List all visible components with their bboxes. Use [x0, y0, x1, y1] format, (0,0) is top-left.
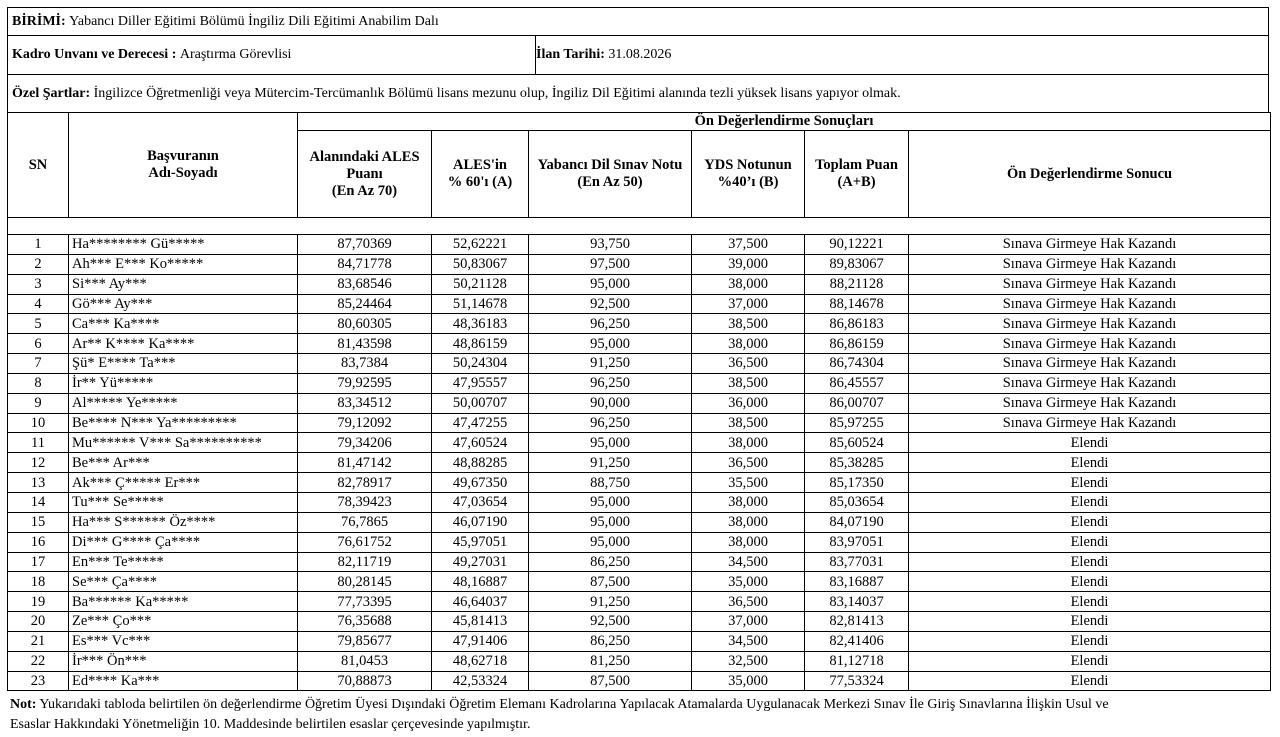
cell-result: Sınava Girmeye Hak Kazandı — [909, 235, 1271, 255]
cell-ales-60: 47,03654 — [432, 492, 529, 512]
cell-yds-40: 36,500 — [692, 592, 805, 612]
table-body — [8, 218, 1271, 691]
cell-sn: 11 — [8, 433, 69, 453]
cell-foreign-language: 91,250 — [529, 453, 692, 473]
cell-foreign-language: 93,750 — [529, 235, 692, 255]
cell-total: 86,86159 — [805, 334, 909, 354]
cell-ales: 78,39423 — [298, 492, 432, 512]
cell-ales: 76,35688 — [298, 612, 432, 632]
col-header-sn: SN — [8, 113, 69, 218]
cell-yds-40: 38,000 — [692, 512, 805, 532]
evaluation-table — [7, 112, 1271, 691]
cell-foreign-language: 95,000 — [529, 532, 692, 552]
cell-yds-40: 34,500 — [692, 631, 805, 651]
footnote-text-2: Esaslar Hakkındaki Yönetmeliğin 10. Maddesinde belirtilen esaslar çerçevesinde yapılmıştır. — [10, 717, 531, 732]
table-row — [8, 413, 1271, 433]
cell-foreign-language: 86,250 — [529, 631, 692, 651]
unit-row — [7, 7, 1269, 36]
cell-result: Elendi — [909, 433, 1271, 453]
table-row — [8, 671, 1271, 691]
cell-sn: 15 — [8, 512, 69, 532]
cell-sn: 17 — [8, 552, 69, 572]
cell-result: Sınava Girmeye Hak Kazandı — [909, 373, 1271, 393]
cell-ales-60: 51,14678 — [432, 294, 529, 314]
cell-foreign-language: 90,000 — [529, 393, 692, 413]
cell-foreign-language: 96,250 — [529, 413, 692, 433]
cell-total: 83,14037 — [805, 592, 909, 612]
cell-sn: 13 — [8, 473, 69, 493]
cell-ales-60: 50,83067 — [432, 254, 529, 274]
cell-yds-40: 37,000 — [692, 612, 805, 632]
table-row — [8, 373, 1271, 393]
cell-name: Di*** G**** Ça**** — [69, 532, 298, 552]
cell-name: Es*** Vc*** — [69, 631, 298, 651]
cell-yds-40: 32,500 — [692, 651, 805, 671]
cell-name: Si*** Ay*** — [69, 274, 298, 294]
cell-sn: 23 — [8, 671, 69, 691]
cell-ales-60: 50,24304 — [432, 354, 529, 374]
table-row — [8, 631, 1271, 651]
cell-result: Sınava Girmeye Hak Kazandı — [909, 294, 1271, 314]
cell-total: 84,07190 — [805, 512, 909, 532]
unit-value: Yabancı Diller Eğitimi Bölümü İngiliz Dili Eğitimi Anabilim Dalı — [69, 13, 439, 29]
cell-yds-40: 36,000 — [692, 393, 805, 413]
cell-foreign-language: 87,500 — [529, 671, 692, 691]
col-group-header: Ön Değerlendirme Sonuçları — [298, 113, 1271, 131]
cell-sn: 19 — [8, 592, 69, 612]
col-header-foreign-language: Yabancı Dil Sınav Notu (En Az 50) — [529, 131, 692, 218]
table-row — [8, 612, 1271, 632]
cell-ales: 85,24464 — [298, 294, 432, 314]
cell-ales: 82,11719 — [298, 552, 432, 572]
cell-result: Sınava Girmeye Hak Kazandı — [909, 393, 1271, 413]
cell-ales-60: 48,62718 — [432, 651, 529, 671]
cell-name: İr** Yü***** — [69, 373, 298, 393]
cell-ales-60: 46,64037 — [432, 592, 529, 612]
cell-sn: 21 — [8, 631, 69, 651]
cell-ales: 79,92595 — [298, 373, 432, 393]
cell-ales-60: 48,88285 — [432, 453, 529, 473]
cell-foreign-language: 88,750 — [529, 473, 692, 493]
cell-name: Be**** N*** Ya********* — [69, 413, 298, 433]
cell-result: Sınava Girmeye Hak Kazandı — [909, 254, 1271, 274]
cell-yds-40: 38,000 — [692, 433, 805, 453]
cell-result: Elendi — [909, 492, 1271, 512]
cell-total: 83,77031 — [805, 552, 909, 572]
cell-total: 83,97051 — [805, 532, 909, 552]
cell-total: 81,12718 — [805, 651, 909, 671]
cell-name: Ha******** Gü***** — [69, 235, 298, 255]
cell-yds-40: 38,500 — [692, 413, 805, 433]
cell-sn: 18 — [8, 572, 69, 592]
special-conditions-value: İngilizce Öğretmenliği veya Mütercim-Tercümanlık Bölümü lisans mezunu olup, İngiliz Dil Eğitimi alanında tezli yüksek lisans yapıyor olmak. — [93, 85, 901, 101]
cell-ales: 79,34206 — [298, 433, 432, 453]
cell-name: Ed**** Ka*** — [69, 671, 298, 691]
cell-foreign-language: 95,000 — [529, 512, 692, 532]
cell-ales-60: 47,95557 — [432, 373, 529, 393]
table-row — [8, 532, 1271, 552]
col-header-name: Başvuranın Adı-Soyadı — [69, 113, 298, 218]
table-row — [8, 592, 1271, 612]
cell-ales: 79,85677 — [298, 631, 432, 651]
footnote-text-1: Yukarıdaki tabloda belirtilen ön değerlendirme Öğretim Üyesi Dışındaki Öğretim Elemanı Kadrolarına Yapılacak Atamalarda Uygulanacak Merkezi Sınav İle Giriş Sınavlarına İlişkin Usul ve — [39, 697, 1109, 712]
cell-name: Ak*** Ç***** Er*** — [69, 473, 298, 493]
cell-foreign-language: 91,250 — [529, 592, 692, 612]
cell-name: Ca*** Ka**** — [69, 314, 298, 334]
cell-result: Elendi — [909, 512, 1271, 532]
cell-total: 85,60524 — [805, 433, 909, 453]
cell-yds-40: 38,000 — [692, 532, 805, 552]
cell-total: 88,21128 — [805, 274, 909, 294]
cell-yds-40: 36,500 — [692, 453, 805, 473]
cell-total: 85,97255 — [805, 413, 909, 433]
cell-result: Elendi — [909, 592, 1271, 612]
cell-total: 90,12221 — [805, 235, 909, 255]
cell-total: 88,14678 — [805, 294, 909, 314]
cell-sn: 9 — [8, 393, 69, 413]
cell-ales-60: 42,53324 — [432, 671, 529, 691]
cell-ales: 87,70369 — [298, 235, 432, 255]
cell-ales: 76,61752 — [298, 532, 432, 552]
table-row — [8, 393, 1271, 413]
cell-ales-60: 50,21128 — [432, 274, 529, 294]
cell-yds-40: 38,500 — [692, 314, 805, 334]
cell-sn: 5 — [8, 314, 69, 334]
cell-name: Be*** Ar*** — [69, 453, 298, 473]
table-row — [8, 512, 1271, 532]
table-row — [8, 651, 1271, 671]
cell-sn: 22 — [8, 651, 69, 671]
cell-foreign-language: 86,250 — [529, 552, 692, 572]
cell-ales-60: 48,86159 — [432, 334, 529, 354]
cell-ales-60: 50,00707 — [432, 393, 529, 413]
cell-result: Elendi — [909, 552, 1271, 572]
cell-ales-60: 49,67350 — [432, 473, 529, 493]
cell-result: Sınava Girmeye Hak Kazandı — [909, 274, 1271, 294]
cell-result: Sınava Girmeye Hak Kazandı — [909, 354, 1271, 374]
cell-total: 82,41406 — [805, 631, 909, 651]
footnote — [10, 695, 1270, 735]
cell-ales-60: 45,97051 — [432, 532, 529, 552]
special-conditions-label: Özel Şartlar: — [12, 85, 91, 101]
announcement-date-cell — [532, 36, 1268, 74]
cell-name: Şü* E**** Ta*** — [69, 354, 298, 374]
position-cell — [8, 36, 536, 74]
cell-total: 85,17350 — [805, 473, 909, 493]
table-row — [8, 473, 1271, 493]
cell-name: Ah*** E*** Ko***** — [69, 254, 298, 274]
cell-sn: 4 — [8, 294, 69, 314]
cell-foreign-language: 97,500 — [529, 254, 692, 274]
cell-name: Mu****** V*** Sa********** — [69, 433, 298, 453]
cell-name: Ze*** Ço*** — [69, 612, 298, 632]
cell-foreign-language: 96,250 — [529, 373, 692, 393]
cell-ales: 81,43598 — [298, 334, 432, 354]
cell-name: İr*** Ön*** — [69, 651, 298, 671]
cell-sn: 20 — [8, 612, 69, 632]
cell-sn: 16 — [8, 532, 69, 552]
cell-total: 82,81413 — [805, 612, 909, 632]
unit-label: BİRİMİ: — [12, 13, 66, 29]
cell-ales: 80,60305 — [298, 314, 432, 334]
cell-yds-40: 37,500 — [692, 235, 805, 255]
cell-result: Elendi — [909, 612, 1271, 632]
cell-result: Sınava Girmeye Hak Kazandı — [909, 334, 1271, 354]
cell-ales: 70,88873 — [298, 671, 432, 691]
cell-result: Elendi — [909, 473, 1271, 493]
special-conditions-row — [7, 74, 1269, 113]
table-row — [8, 453, 1271, 473]
cell-total: 86,86183 — [805, 314, 909, 334]
cell-ales-60: 48,36183 — [432, 314, 529, 334]
cell-ales-60: 47,47255 — [432, 413, 529, 433]
table-row — [8, 552, 1271, 572]
cell-ales-60: 49,27031 — [432, 552, 529, 572]
cell-foreign-language: 96,250 — [529, 314, 692, 334]
table-row — [8, 492, 1271, 512]
cell-ales: 76,7865 — [298, 512, 432, 532]
cell-name: Al***** Ye***** — [69, 393, 298, 413]
cell-foreign-language: 95,000 — [529, 274, 692, 294]
cell-ales: 80,28145 — [298, 572, 432, 592]
col-header-ales: Alanındaki ALES Puanı (En Az 70) — [298, 131, 432, 218]
cell-foreign-language: 92,500 — [529, 294, 692, 314]
cell-result: Sınava Girmeye Hak Kazandı — [909, 413, 1271, 433]
table-row — [8, 294, 1271, 314]
cell-sn: 12 — [8, 453, 69, 473]
cell-ales: 83,7384 — [298, 354, 432, 374]
cell-foreign-language: 91,250 — [529, 354, 692, 374]
cell-yds-40: 35,000 — [692, 671, 805, 691]
cell-foreign-language: 95,000 — [529, 492, 692, 512]
cell-sn: 2 — [8, 254, 69, 274]
cell-name: Ba****** Ka***** — [69, 592, 298, 612]
cell-result: Elendi — [909, 631, 1271, 651]
col-header-total: Toplam Puan (A+B) — [805, 131, 909, 218]
col-header-result: Ön Değerlendirme Sonucu — [909, 131, 1271, 218]
cell-total: 86,74304 — [805, 354, 909, 374]
cell-total: 85,38285 — [805, 453, 909, 473]
cell-sn: 1 — [8, 235, 69, 255]
cell-ales: 79,12092 — [298, 413, 432, 433]
cell-result: Elendi — [909, 651, 1271, 671]
cell-ales: 77,73395 — [298, 592, 432, 612]
cell-name: En*** Te***** — [69, 552, 298, 572]
cell-yds-40: 36,500 — [692, 354, 805, 374]
cell-foreign-language: 81,250 — [529, 651, 692, 671]
table-row — [8, 274, 1271, 294]
col-header-yds-40: YDS Notunun %40’ı (B) — [692, 131, 805, 218]
cell-sn: 3 — [8, 274, 69, 294]
cell-sn: 10 — [8, 413, 69, 433]
cell-total: 77,53324 — [805, 671, 909, 691]
cell-yds-40: 38,000 — [692, 274, 805, 294]
cell-name: Ar** K**** Ka**** — [69, 334, 298, 354]
cell-yds-40: 34,500 — [692, 552, 805, 572]
cell-result: Elendi — [909, 671, 1271, 691]
position-value: Araştırma Görevlisi — [179, 47, 292, 62]
cell-ales-60: 52,62221 — [432, 235, 529, 255]
cell-total: 86,45557 — [805, 373, 909, 393]
cell-yds-40: 37,000 — [692, 294, 805, 314]
cell-name: Se*** Ça**** — [69, 572, 298, 592]
spacer-row — [8, 218, 1271, 235]
table-row — [8, 433, 1271, 453]
cell-yds-40: 38,500 — [692, 373, 805, 393]
cell-foreign-language: 95,000 — [529, 433, 692, 453]
cell-total: 85,03654 — [805, 492, 909, 512]
cell-yds-40: 38,000 — [692, 334, 805, 354]
cell-ales: 81,47142 — [298, 453, 432, 473]
cell-name: Tu*** Se***** — [69, 492, 298, 512]
announcement-date-label: İlan Tarihi: — [536, 47, 605, 62]
cell-ales: 83,68546 — [298, 274, 432, 294]
table-row — [8, 314, 1271, 334]
cell-yds-40: 39,000 — [692, 254, 805, 274]
cell-ales: 84,71778 — [298, 254, 432, 274]
footnote-label: Not: — [10, 697, 37, 712]
unit-cell — [8, 8, 1268, 35]
table-row — [8, 572, 1271, 592]
cell-foreign-language: 92,500 — [529, 612, 692, 632]
table-header-group-row — [8, 113, 1271, 131]
cell-ales: 82,78917 — [298, 473, 432, 493]
cell-total: 89,83067 — [805, 254, 909, 274]
position-label: Kadro Unvanı ve Derecesi : — [12, 47, 177, 62]
cell-ales: 83,34512 — [298, 393, 432, 413]
cell-foreign-language: 95,000 — [529, 334, 692, 354]
cell-name: Ha*** S****** Öz**** — [69, 512, 298, 532]
cell-ales-60: 47,91406 — [432, 631, 529, 651]
cell-sn: 6 — [8, 334, 69, 354]
cell-sn: 14 — [8, 492, 69, 512]
cell-ales-60: 47,60524 — [432, 433, 529, 453]
cell-ales-60: 48,16887 — [432, 572, 529, 592]
announcement-date-value: 31.08.2026 — [608, 47, 672, 62]
cell-yds-40: 35,500 — [692, 473, 805, 493]
position-row — [7, 35, 1269, 75]
cell-sn: 8 — [8, 373, 69, 393]
cell-total: 83,16887 — [805, 572, 909, 592]
cell-result: Elendi — [909, 572, 1271, 592]
table-row — [8, 354, 1271, 374]
cell-result: Sınava Girmeye Hak Kazandı — [909, 314, 1271, 334]
cell-name: Gö*** Ay*** — [69, 294, 298, 314]
cell-result: Elendi — [909, 453, 1271, 473]
cell-ales-60: 45,81413 — [432, 612, 529, 632]
table-row — [8, 254, 1271, 274]
cell-result: Elendi — [909, 532, 1271, 552]
cell-foreign-language: 87,500 — [529, 572, 692, 592]
cell-ales: 81,0453 — [298, 651, 432, 671]
special-conditions-cell — [8, 75, 1268, 112]
cell-yds-40: 38,000 — [692, 492, 805, 512]
table-row — [8, 334, 1271, 354]
cell-ales-60: 46,07190 — [432, 512, 529, 532]
table-row — [8, 235, 1271, 255]
col-header-ales-60: ALES'in % 60'ı (A) — [432, 131, 529, 218]
cell-total: 86,00707 — [805, 393, 909, 413]
cell-yds-40: 35,000 — [692, 572, 805, 592]
cell-sn: 7 — [8, 354, 69, 374]
